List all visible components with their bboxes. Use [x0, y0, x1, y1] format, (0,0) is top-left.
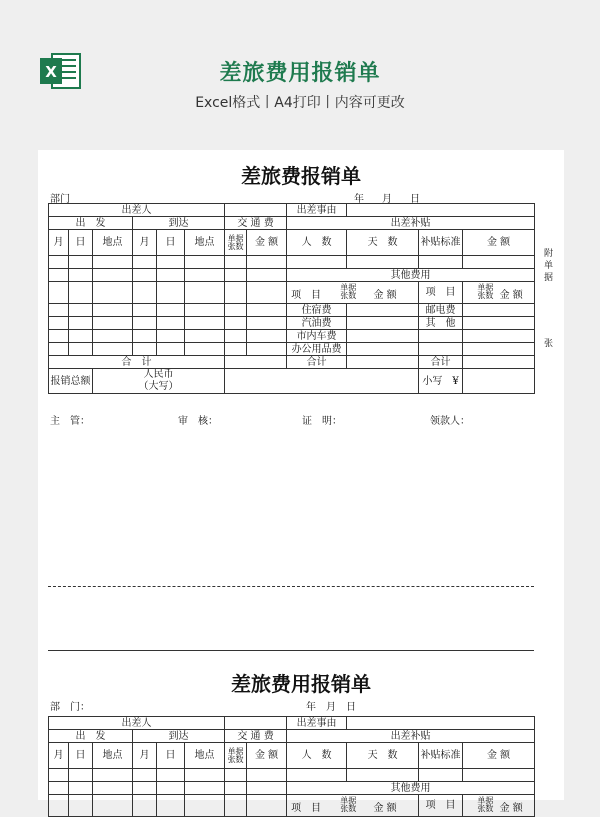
- col-day-b: 日: [69, 743, 93, 769]
- subsidy-label-2: 出差补贴: [287, 730, 535, 743]
- purpose-field[interactable]: [347, 204, 535, 217]
- form-title: 差旅费报销单: [241, 164, 361, 188]
- sheets-label: 张: [544, 339, 554, 349]
- arrive-label: 到达: [133, 217, 225, 230]
- amount-label-b2: 金 额: [499, 803, 523, 814]
- col-persons: 人 数: [287, 230, 347, 256]
- attach-label: 附单据: [544, 249, 554, 283]
- docs-label-2: 单据张数: [477, 283, 494, 300]
- auditor-label: 审 核：: [178, 416, 218, 427]
- depart-label-2: 出 发: [49, 730, 133, 743]
- item-label-2: 项 目: [419, 282, 463, 304]
- other-fees-label-b: 其他费用: [287, 782, 535, 795]
- col-place-2: 地点: [185, 230, 225, 256]
- city-car-label: 市内车费: [287, 330, 347, 343]
- date-year: 年: [354, 194, 364, 205]
- lowercase-field[interactable]: [463, 369, 535, 394]
- col-place: 地点: [93, 230, 133, 256]
- col-day: 日: [69, 230, 93, 256]
- others-label: 其 他: [419, 317, 463, 330]
- col-days: 天 数: [347, 230, 419, 256]
- docs-label: 单据张数: [340, 283, 357, 300]
- fuel-label: 汽油费: [287, 317, 347, 330]
- form2-date: 年 月 日: [306, 702, 356, 713]
- item-label-b2: 项 目: [419, 795, 463, 817]
- col-amount: 金 额: [247, 230, 287, 256]
- page-subtitle: Excel格式丨A4打印丨内容可更改: [195, 95, 405, 111]
- docs-label-b: 单据张数: [340, 796, 357, 813]
- divider-line: [48, 650, 534, 651]
- item-label: 项 目: [291, 290, 322, 301]
- col-month: 月: [49, 230, 69, 256]
- form-sheet: [38, 150, 564, 814]
- col-docs-b: 单据张数: [225, 743, 247, 769]
- postage-label: 邮电费: [419, 304, 463, 317]
- date-month: 月: [382, 194, 392, 205]
- depart-label: 出 发: [49, 217, 133, 230]
- transport-label: 交 通 费: [225, 217, 287, 230]
- col-amount-b2: 金 额: [463, 743, 535, 769]
- rmb-label: 人民币: [143, 369, 174, 380]
- col-standard: 补贴标准: [419, 230, 463, 256]
- transport-label-2: 交 通 费: [225, 730, 287, 743]
- traveler-field[interactable]: [225, 204, 287, 217]
- traveler-label-2: 出差人: [49, 717, 225, 730]
- col-docs: 单据张数: [225, 230, 247, 256]
- col-amount-2: 金 额: [463, 230, 535, 256]
- form2-dept-label: 部 门：: [50, 702, 90, 713]
- dept-label: 部门: [50, 194, 70, 205]
- col-month-b: 月: [49, 743, 69, 769]
- date-day: 日: [410, 194, 420, 205]
- amount-label-2: 金 额: [499, 290, 523, 301]
- amount-label-b: 金 额: [373, 803, 397, 814]
- col-place-b2: 地点: [185, 743, 225, 769]
- proof-label: 证 明：: [302, 416, 342, 427]
- other-fees-label: 其他费用: [287, 269, 535, 282]
- col-persons-b: 人 数: [287, 743, 347, 769]
- uppercase-label: （大写）: [138, 381, 179, 392]
- col-month-2: 月: [133, 230, 157, 256]
- docs-label-b2: 单据张数: [477, 796, 494, 813]
- col-amount-b: 金 额: [247, 743, 287, 769]
- office-label: 办公用品费: [287, 343, 347, 356]
- col-day-b2: 日: [157, 743, 185, 769]
- page-header: [0, 0, 600, 150]
- expense-table-2: [48, 716, 535, 817]
- cut-line: [48, 586, 534, 587]
- traveler-label: 出差人: [49, 204, 225, 217]
- purpose-label: 出差事由: [287, 204, 347, 217]
- subtotal-label-3: 合计: [419, 356, 463, 369]
- col-days-b: 天 数: [347, 743, 419, 769]
- col-place-b: 地点: [93, 743, 133, 769]
- form2-title: 差旅费用报销单: [231, 672, 371, 696]
- purpose-label-2: 出差事由: [287, 717, 347, 730]
- svg-text:X: X: [45, 63, 57, 81]
- col-month-b2: 月: [133, 743, 157, 769]
- col-standard-b: 补贴标准: [419, 743, 463, 769]
- total-label: 报销总额: [49, 369, 93, 394]
- supervisor-label: 主 管：: [50, 416, 90, 427]
- recipient-label: 领款人：: [430, 416, 470, 427]
- item-label-b: 项 目: [291, 803, 322, 814]
- expense-table: [48, 203, 535, 394]
- uppercase-field[interactable]: [225, 369, 419, 394]
- subtotal-label: 合 计: [49, 356, 225, 369]
- arrive-label-2: 到达: [133, 730, 225, 743]
- col-day-2: 日: [157, 230, 185, 256]
- subsidy-label: 出差补贴: [287, 217, 535, 230]
- lodging-label: 住宿费: [287, 304, 347, 317]
- subtotal-label-2: 合计: [287, 356, 347, 369]
- amount-label: 金 额: [373, 290, 397, 301]
- lowercase-label: 小写 ¥: [419, 369, 463, 394]
- page-title: 差旅费用报销单: [219, 61, 381, 86]
